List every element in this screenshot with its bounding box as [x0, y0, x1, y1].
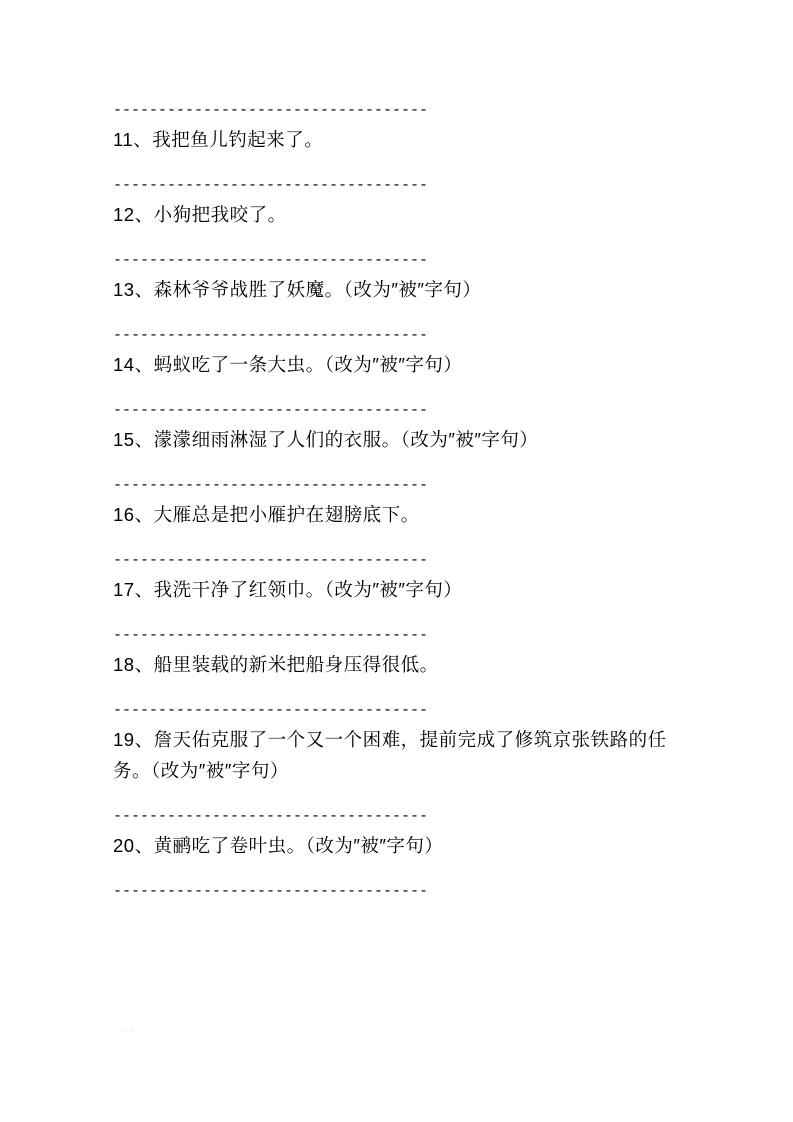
question-body: 我把鱼儿钓起来了。 — [152, 129, 324, 150]
list-item — [113, 400, 693, 455]
faint-watermark: ... — [120, 1022, 136, 1034]
question-text — [113, 724, 693, 786]
question-body: 蚂蚁吃了一条大虫。（改为″被″字句） — [153, 354, 463, 375]
answer-line: ----------------------------------- — [113, 627, 429, 644]
question-body: 小狗把我咬了。 — [153, 204, 287, 225]
question-text — [113, 124, 693, 155]
question-body: 詹天佑克服了一个又一个困难，提前完成了修筑京张铁路的任务。（改为″被″字句） — [113, 729, 667, 781]
exercise-list — [113, 100, 693, 925]
question-number: 16、 — [113, 504, 154, 525]
question-body: 船里装载的新米把船身压得很低。 — [153, 654, 439, 675]
answer-line: ----------------------------------- — [113, 252, 429, 269]
list-item — [113, 625, 693, 680]
question-number: 19、 — [113, 729, 154, 750]
question-text — [113, 424, 693, 455]
answer-line: ----------------------------------- — [113, 552, 429, 569]
question-number: 17、 — [113, 579, 154, 600]
answer-line: ----------------------------------- — [113, 702, 429, 719]
question-number: 20、 — [113, 835, 154, 856]
answer-line: ----------------------------------- — [113, 177, 429, 194]
answer-line: ----------------------------------- — [113, 327, 429, 344]
list-item — [113, 325, 693, 380]
list-item — [113, 175, 693, 230]
question-text — [113, 649, 693, 680]
question-text — [113, 830, 693, 861]
question-body: 我洗干净了红领巾。（改为″被″字句） — [153, 579, 463, 600]
answer-line: ----------------------------------- — [113, 402, 429, 419]
answer-line: ----------------------------------- — [113, 477, 429, 494]
question-text — [113, 499, 693, 530]
question-body: 濛濛细雨淋湿了人们的衣服。（改为″被″字句） — [153, 429, 539, 450]
answer-line: ----------------------------------- — [113, 102, 429, 119]
answer-line: ----------------------------------- — [113, 808, 429, 825]
list-item — [113, 550, 693, 605]
list-item — [113, 250, 693, 305]
trailing-answer-line-block — [113, 881, 693, 905]
question-number: 15、 — [113, 429, 154, 450]
list-item — [113, 100, 693, 155]
answer-line: ----------------------------------- — [113, 883, 429, 900]
question-number: 14、 — [113, 354, 154, 375]
question-number: 13、 — [113, 279, 154, 300]
question-body: 黄鹂吃了卷叶虫。（改为″被″字句） — [153, 835, 444, 856]
question-text — [113, 274, 693, 305]
question-text — [113, 574, 693, 605]
question-number: 11、 — [113, 129, 153, 150]
question-number: 18、 — [113, 654, 154, 675]
list-item — [113, 700, 693, 786]
question-text — [113, 349, 693, 380]
question-number: 12、 — [113, 204, 154, 225]
question-text — [113, 199, 693, 230]
question-body: 森林爷爷战胜了妖魔。（改为″被″字句） — [153, 279, 482, 300]
list-item — [113, 806, 693, 861]
list-item — [113, 475, 693, 530]
question-body: 大雁总是把小雁护在翅膀底下。 — [153, 504, 420, 525]
